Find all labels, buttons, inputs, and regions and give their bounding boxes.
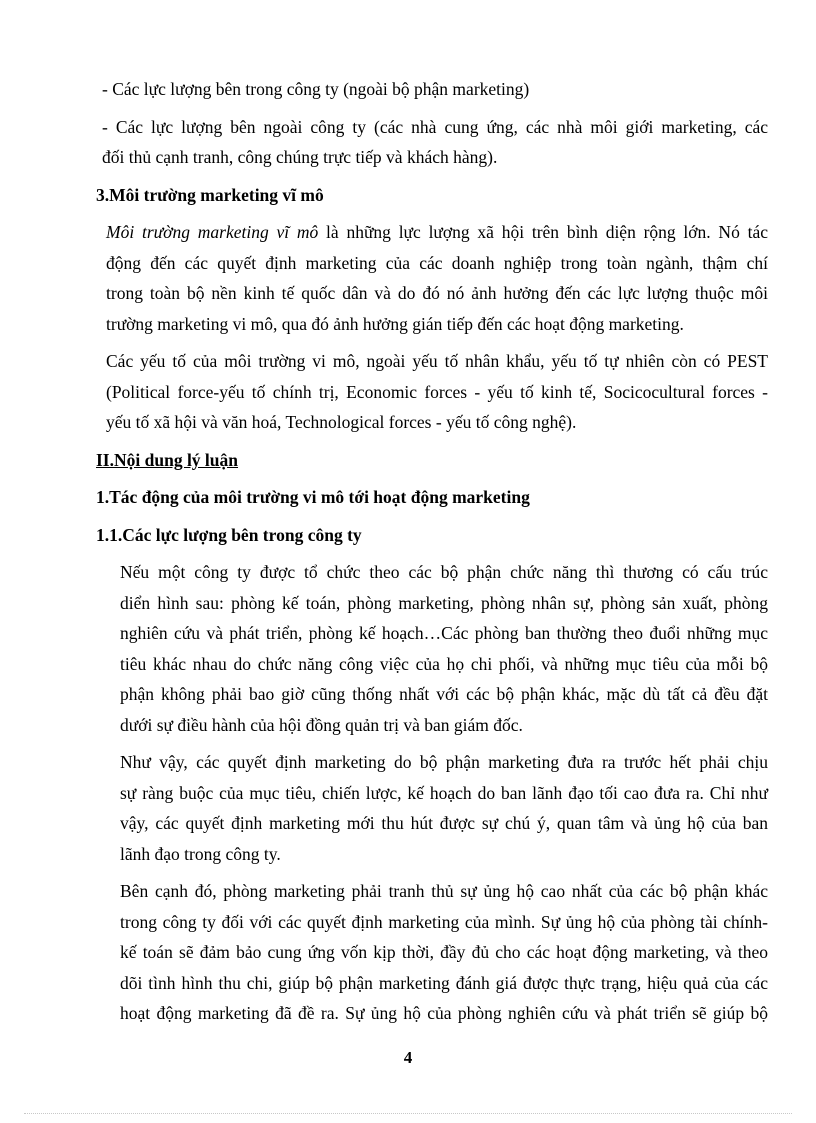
document-page xyxy=(96,74,768,1036)
heading-theory-content: II.Nội dung lý luận xyxy=(96,449,239,470)
page-bottom-divider xyxy=(24,1113,792,1114)
italic-term: Môi trường marketing vĩ mô xyxy=(106,222,319,242)
bullet-external-forces: - Các lực lượng bên ngoài công ty (các nhà cung ứng, các nhà môi giới marketing, các đối thủ cạnh tranh, công chúng trực tiếp và khách hàng). xyxy=(102,116,768,167)
paragraph-department-support: Bên cạnh đó, phòng marketing phải tranh thủ sự ủng hộ cao nhất của các bộ phận khác trong công ty đối với các quyết định marketing của mình. Sự ủng hộ của phòng tài chính- kế toán sẽ đảm bảo cung ứng vốn kịp thời, đầy đủ cho các hoạt động marketing, và theo dõi tình hình thu chi, giúp bộ phận marketing đánh giá được thực trạng, hiệu quả của các hoạt động marketing đã đề ra. Sự ủng hộ của phòng nghiên cứu và phát triển sẽ giúp bộ xyxy=(120,881,768,1023)
paragraph-macro-environment: Môi trường marketing vĩ mô là những lực lượng xã hội trên bình diện rộng lớn. Nó tác động đến các quyết định marketing của các doanh nghiệp trong toàn ngành, thậm chí trong toàn bộ nền kinh tế quốc dân và do đó nó ảnh hưởng đến các lực lượng thuộc môi trường marketing vi mô, qua đó ảnh hưởng gián tiếp đến các hoạt động marketing. xyxy=(106,222,768,334)
page-number: 4 xyxy=(403,1048,413,1067)
paragraph-pest: Các yếu tố của môi trường vi mô, ngoài yếu tố nhân khẩu, yếu tố tự nhiên còn có PEST (Political force-yếu tố chính trị, Economic forces - yếu tố kinh tế, Socicocultural forces - yếu tố xã hội và văn hoá, Technological forces - yếu tố công nghệ). xyxy=(106,351,768,432)
paragraph-marketing-decisions: Như vậy, các quyết định marketing do bộ phận marketing đưa ra trước hết phải chịu sự ràng buộc của mục tiêu, chiến lược, kế hoạch do ban lãnh đạo tối cao đưa ra. Chỉ như vậy, các quyết định marketing mới thu hút được sự chú ý, quan tâm và ủng hộ của ban lãnh đạo trong công ty. xyxy=(120,752,768,864)
paragraph-company-structure: Nếu một công ty được tổ chức theo các bộ phận chức năng thì thương có cấu trúc diển hình sau: phòng kế toán, phòng marketing, phòng nhân sự, phòng sản xuất, phòng nghiên cứu và phát triển, phòng kế hoạch…Các phòng ban thường theo đuổi những mục tiêu khác nhau do chức năng công việc của họ chi phối, và những mục tiêu của mỗi bộ phận không phải bao giờ cũng thống nhất với các bộ phận khác, mặc dù tất cả đều đặt dưới sự điều hành của hội đồng quản trị và ban giám đốc. xyxy=(120,562,768,735)
bullet-internal-forces: - Các lực lượng bên trong công ty (ngoài bộ phận marketing) xyxy=(102,79,530,99)
heading-macro-environment: 3.Môi trường marketing vĩ mô xyxy=(96,184,324,205)
heading-internal-forces: 1.1.Các lực lượng bên trong công ty xyxy=(96,524,362,545)
heading-micro-impact: 1.Tác động của môi trường vi mô tới hoạt động marketing xyxy=(96,487,530,507)
